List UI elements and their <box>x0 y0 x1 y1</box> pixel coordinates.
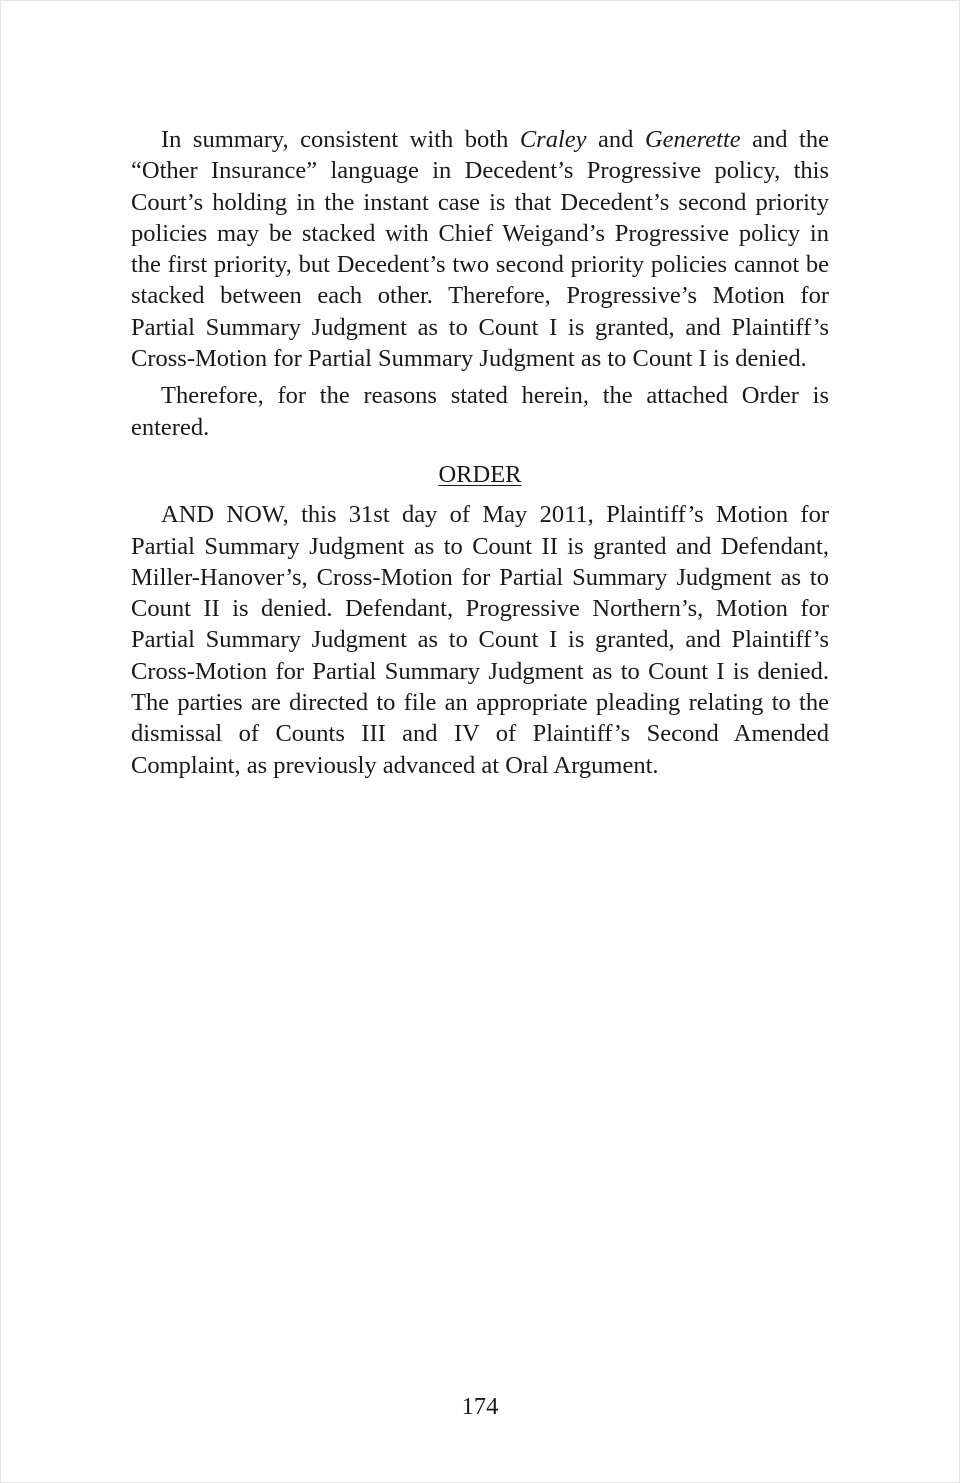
summary-text-part-2: and <box>586 126 645 153</box>
order-heading <box>131 459 829 490</box>
case-name-generette: Generette <box>644 126 741 153</box>
reasons-paragraph: Therefore, for the reasons stated herein, the attached Order is entered. <box>131 382 829 441</box>
document-body <box>131 124 829 781</box>
order-paragraph: AND NOW, this 31st day of May 2011, Plaintiff’s Motion for Partial Summary Judgment as to Count II is granted and Defendant, Miller-Hanover’s, Cross-Motion for Partial Summary Judgment as to Count II is denied. Defendant, Progressive Northern’s, Motion for Partial Summary Judgment as to Count I is granted, and Plaintiff’s Cross-Motion for Partial Summary Judgment as to Count I is denied. The parties are directed to file an appropriate pleading relating to the dismissal of Counts III and IV of Plaintiff’s Second Amended Complaint, as previously advanced at Oral Argument. <box>131 501 829 779</box>
page-number: 174 <box>461 1393 499 1420</box>
case-name-craley: Craley <box>519 126 587 153</box>
summary-paragraph <box>131 124 829 374</box>
order-heading-text: ORDER <box>438 460 522 488</box>
summary-text-part-3: and the “Other Insurance” language in Decedent’s Progressive policy, this Court’s holding in the instant case is that Decedent’s second priority policies may be stacked with Chief Weigand’s Progressive policy in the first priority, but Decedent’s two second priority policies cannot be stacked between each other. Therefore, Progressive’s Motion for Partial Summary Judgment as to Count I is granted, and Plaintiff’s Cross-Motion for Partial Summary Judgment as to Count I is denied. <box>131 126 829 373</box>
summary-text-part-1: In summary, consistent with both <box>161 126 520 153</box>
